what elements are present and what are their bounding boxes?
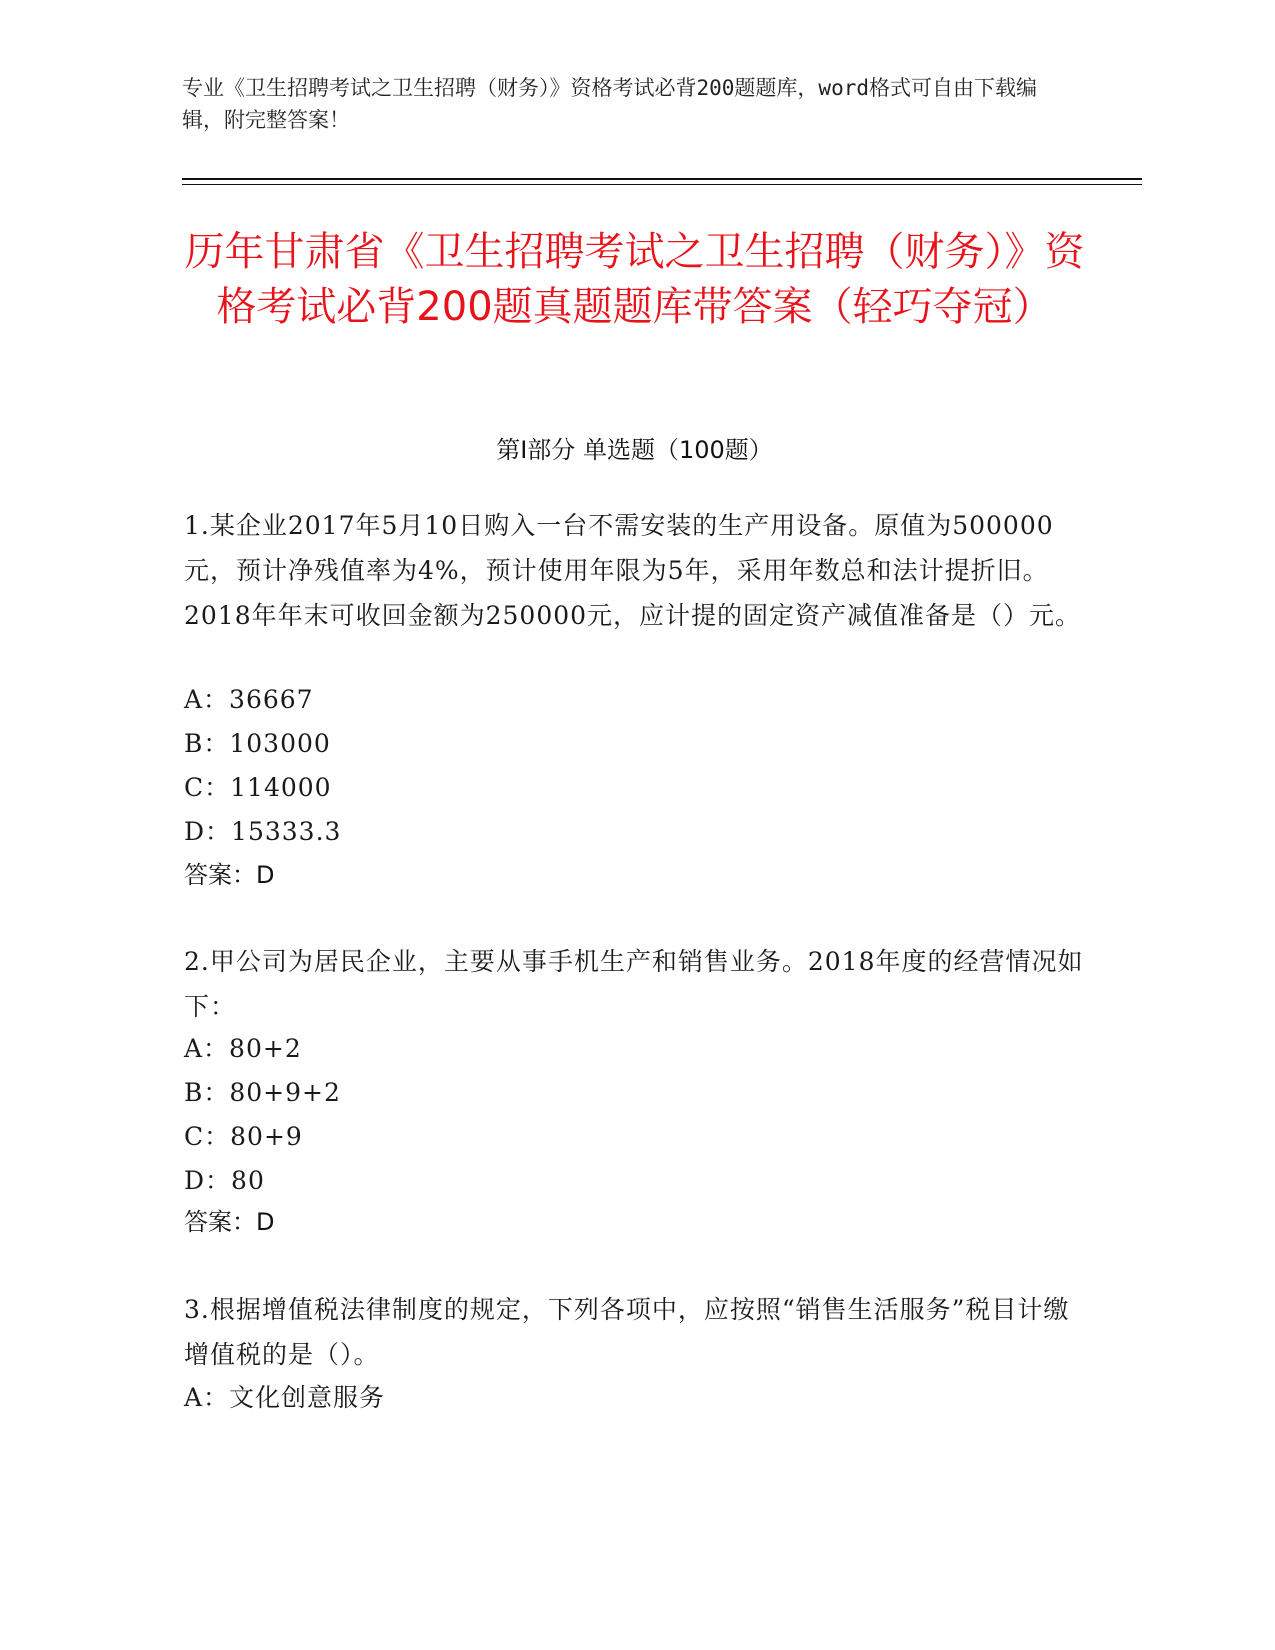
question-2-answer: 答案：D (184, 1208, 275, 1236)
question-2-option-c: C：80+9 (184, 1122, 303, 1151)
question-1-option-d: D：15333.3 (184, 817, 342, 846)
question-1-option-a: A：36667 (184, 685, 314, 714)
header-note: 专业《卫生招聘考试之卫生招聘（财务）》资格考试必背200题题库，word格式可自由下载编辑，附完整答案！ (182, 76, 1037, 132)
header-divider-thick (182, 178, 1142, 180)
question-2-option-a: A：80+2 (184, 1034, 302, 1063)
question-1-option-c: C：114000 (184, 773, 332, 802)
section-title: 第I部分 单选题（100题） (496, 436, 773, 464)
question-1-option-b: B：103000 (184, 729, 331, 758)
question-3-stem: 3.根据增值税法律制度的规定，下列各项中，应按照“销售生活服务”税目计缴增值税的是（）。 (184, 1295, 1070, 1369)
question-1-answer: 答案：D (184, 861, 275, 889)
question-2-option-d: D：80 (184, 1166, 265, 1195)
document-title: 历年甘肃省《卫生招聘考试之卫生招聘（财务）》资格考试必背200题真题题库带答案（轻巧夺冠） (184, 229, 1085, 330)
question-3-option-a: A：文化创意服务 (184, 1383, 386, 1412)
question-2-option-b: B：80+9+2 (184, 1078, 341, 1107)
question-2-stem: 2.甲公司为居民企业，主要从事手机生产和销售业务。2018年度的经营情况如下： (184, 947, 1084, 1021)
question-1-stem: 1.某企业2017年5月10日购入一台不需安装的生产用设备。原值为500000元，预计净残值率为4%，预计使用年限为5年，采用年数总和法计提折旧。2018年年末可收回金额为250000元，应计提的固定资产减值准备是（）元。 (184, 511, 1082, 630)
header-divider-thin (182, 184, 1142, 185)
